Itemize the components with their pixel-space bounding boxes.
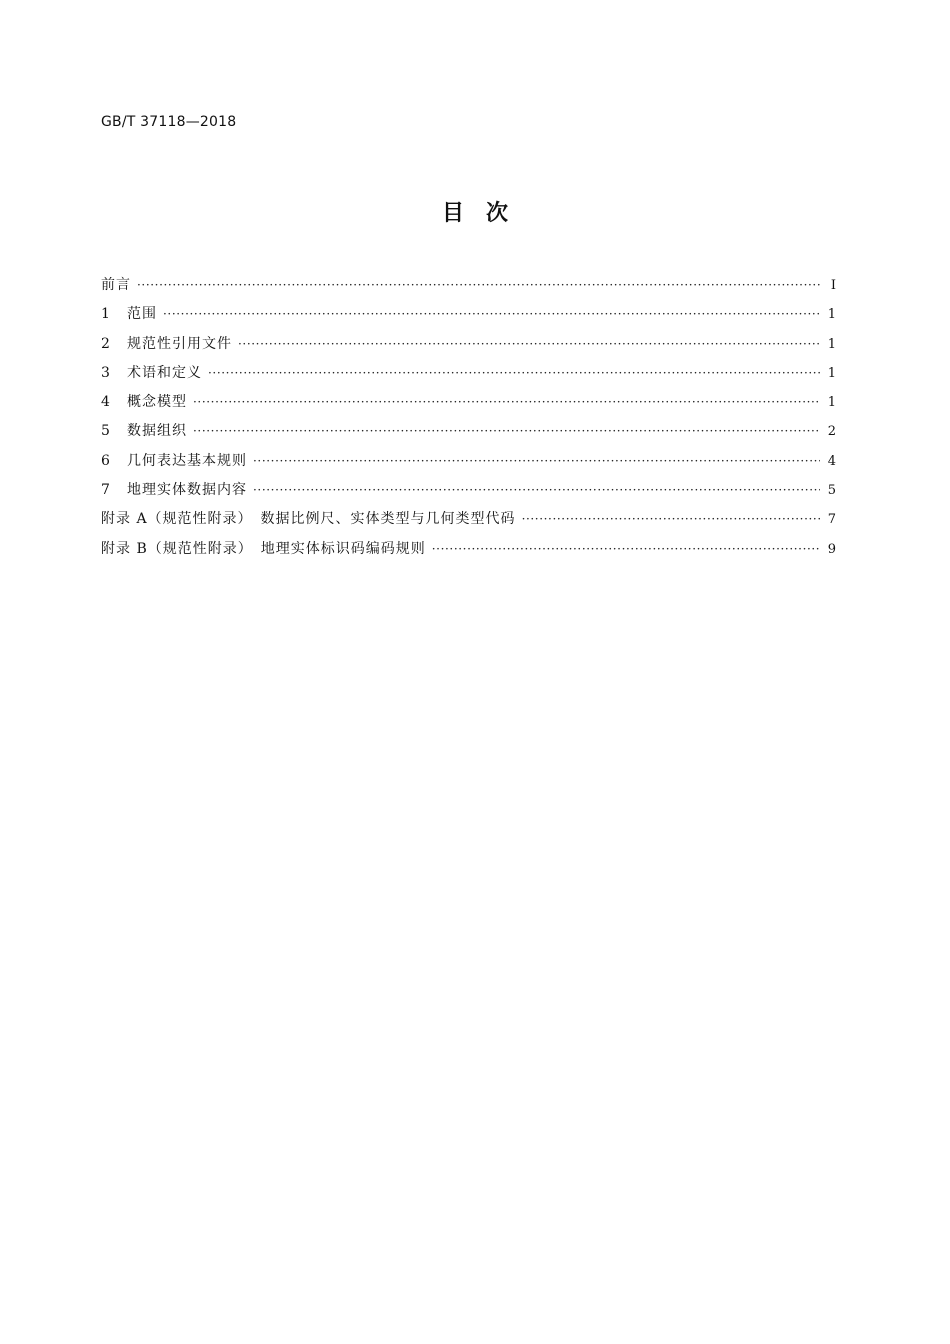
toc-leader-dots <box>137 278 820 292</box>
toc-page-number: 1 <box>827 365 836 381</box>
toc-section-number: 7 <box>101 482 110 499</box>
toc-page-number: 1 <box>827 395 836 411</box>
toc-leader-dots <box>193 424 820 438</box>
toc-page-number: 2 <box>827 424 836 440</box>
toc-label: 术语和定义 <box>127 364 202 381</box>
toc-entry-data-organization[interactable] <box>101 420 836 449</box>
toc-leader-dots <box>253 454 820 468</box>
toc-leader-dots <box>208 366 820 380</box>
toc-section-number: 6 <box>101 452 110 469</box>
toc-leader-dots <box>193 395 820 409</box>
table-of-contents <box>101 274 836 567</box>
toc-page-number: 9 <box>827 541 836 557</box>
toc-label: 几何表达基本规则 <box>127 452 247 469</box>
page-title: 目 次 <box>441 201 508 226</box>
toc-entry-geometry-rules[interactable] <box>101 450 836 479</box>
toc-page-number: 5 <box>827 483 836 499</box>
toc-section-number: 3 <box>101 364 110 381</box>
toc-section-number: 4 <box>101 394 110 411</box>
toc-label: 附录 A（规范性附录） 数据比例尺、实体类型与几何类型代码 <box>101 511 516 528</box>
toc-label: 数据组织 <box>127 423 187 440</box>
toc-entry-scope[interactable] <box>101 303 836 332</box>
toc-label: 概念模型 <box>127 394 187 411</box>
toc-leader-dots <box>432 542 820 556</box>
toc-entry-conceptual-model[interactable] <box>101 391 836 420</box>
toc-label: 范围 <box>127 306 157 323</box>
toc-leader-dots <box>253 483 820 497</box>
toc-entry-entity-data-content[interactable] <box>101 479 836 508</box>
toc-entry-normative-references[interactable] <box>101 333 836 362</box>
toc-page-number: Ⅰ <box>830 278 836 293</box>
toc-entry-foreword[interactable] <box>101 274 836 303</box>
toc-label: 地理实体数据内容 <box>127 482 247 499</box>
toc-label: 前言 <box>101 277 131 293</box>
toc-leader-dots <box>163 307 820 321</box>
toc-entry-annex-b[interactable] <box>101 538 836 567</box>
toc-entry-terms-definitions[interactable] <box>101 362 836 391</box>
toc-page-number: 1 <box>827 307 836 323</box>
toc-leader-dots <box>238 337 820 351</box>
toc-entry-annex-a[interactable] <box>101 508 836 537</box>
toc-section-number: 2 <box>101 335 110 352</box>
standard-code: GB/T 37118—2018 <box>101 114 237 130</box>
toc-section-number: 1 <box>101 306 110 323</box>
toc-leader-dots <box>522 512 820 526</box>
toc-label: 附录 B（规范性附录） 地理实体标识码编码规则 <box>101 540 426 557</box>
toc-label: 规范性引用文件 <box>127 335 232 352</box>
toc-page-number: 4 <box>827 453 836 469</box>
toc-section-number: 5 <box>101 423 110 440</box>
toc-page-number: 1 <box>827 336 836 352</box>
toc-page-number: 7 <box>827 512 836 528</box>
